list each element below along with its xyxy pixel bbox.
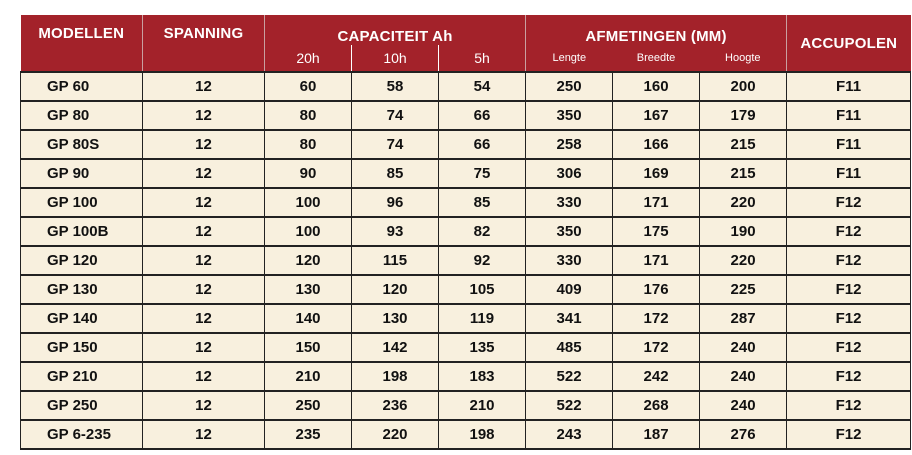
cell-lengte: 409: [526, 275, 613, 304]
cell-capacity-20h: 80: [265, 130, 352, 159]
table-row: [21, 420, 911, 449]
battery-spec-table: [20, 15, 911, 450]
cell-breedte: 175: [613, 217, 700, 246]
cell-capacity-5h: 183: [439, 362, 526, 391]
cell-accupolen: F12: [787, 362, 911, 391]
header-lengte: Lengte: [526, 45, 613, 72]
table-row: [21, 333, 911, 362]
table-row: [21, 362, 911, 391]
cell-hoogte: 240: [700, 391, 787, 420]
cell-hoogte: 200: [700, 72, 787, 101]
cell-capacity-20h: 150: [265, 333, 352, 362]
cell-breedte: 171: [613, 246, 700, 275]
header-afmetingen: AFMETINGEN (MM): [526, 15, 787, 45]
cell-capacity-5h: 105: [439, 275, 526, 304]
cell-hoogte: 179: [700, 101, 787, 130]
cell-spanning: 12: [143, 333, 265, 362]
cell-lengte: 250: [526, 72, 613, 101]
cell-model: GP 80: [21, 101, 143, 130]
cell-breedte: 169: [613, 159, 700, 188]
header-accupolen: ACCUPOLEN: [787, 15, 911, 72]
header-modellen: MODELLEN: [21, 15, 143, 72]
cell-model: GP 150: [21, 333, 143, 362]
cell-capacity-10h: 130: [352, 304, 439, 333]
table-row: [21, 246, 911, 275]
cell-capacity-10h: 74: [352, 101, 439, 130]
cell-accupolen: F12: [787, 420, 911, 449]
cell-capacity-10h: 115: [352, 246, 439, 275]
cell-breedte: 172: [613, 304, 700, 333]
cell-model: GP 90: [21, 159, 143, 188]
cell-lengte: 330: [526, 246, 613, 275]
cell-capacity-5h: 54: [439, 72, 526, 101]
cell-capacity-10h: 74: [352, 130, 439, 159]
cell-hoogte: 225: [700, 275, 787, 304]
cell-capacity-10h: 96: [352, 188, 439, 217]
cell-model: GP 100: [21, 188, 143, 217]
cell-breedte: 268: [613, 391, 700, 420]
cell-capacity-20h: 250: [265, 391, 352, 420]
cell-model: GP 250: [21, 391, 143, 420]
cell-capacity-5h: 92: [439, 246, 526, 275]
cell-lengte: 350: [526, 101, 613, 130]
cell-capacity-20h: 120: [265, 246, 352, 275]
cell-lengte: 258: [526, 130, 613, 159]
cell-capacity-20h: 100: [265, 217, 352, 246]
cell-breedte: 160: [613, 72, 700, 101]
cell-accupolen: F12: [787, 188, 911, 217]
cell-accupolen: F12: [787, 275, 911, 304]
header-spanning: SPANNING: [143, 15, 265, 72]
cell-capacity-5h: 119: [439, 304, 526, 333]
cell-breedte: 172: [613, 333, 700, 362]
cell-capacity-20h: 90: [265, 159, 352, 188]
cell-accupolen: F11: [787, 72, 911, 101]
cell-hoogte: 240: [700, 333, 787, 362]
cell-accupolen: F12: [787, 333, 911, 362]
cell-capacity-20h: 100: [265, 188, 352, 217]
cell-lengte: 330: [526, 188, 613, 217]
cell-accupolen: F12: [787, 217, 911, 246]
cell-spanning: 12: [143, 275, 265, 304]
cell-breedte: 242: [613, 362, 700, 391]
header-capacity-5h: 5h: [439, 45, 526, 72]
table-body: [21, 72, 911, 449]
battery-spec-table-frame: [20, 15, 898, 443]
table-row: [21, 217, 911, 246]
cell-capacity-10h: 220: [352, 420, 439, 449]
cell-capacity-10h: 120: [352, 275, 439, 304]
cell-hoogte: 220: [700, 246, 787, 275]
cell-capacity-10h: 236: [352, 391, 439, 420]
cell-breedte: 176: [613, 275, 700, 304]
cell-hoogte: 240: [700, 362, 787, 391]
cell-hoogte: 220: [700, 188, 787, 217]
cell-capacity-10h: 198: [352, 362, 439, 391]
cell-model: GP 100B: [21, 217, 143, 246]
cell-spanning: 12: [143, 420, 265, 449]
cell-capacity-20h: 80: [265, 101, 352, 130]
cell-spanning: 12: [143, 217, 265, 246]
cell-hoogte: 287: [700, 304, 787, 333]
cell-lengte: 350: [526, 217, 613, 246]
cell-capacity-5h: 75: [439, 159, 526, 188]
cell-capacity-5h: 198: [439, 420, 526, 449]
cell-hoogte: 215: [700, 159, 787, 188]
cell-accupolen: F12: [787, 391, 911, 420]
cell-accupolen: F12: [787, 246, 911, 275]
cell-lengte: 522: [526, 362, 613, 391]
cell-model: GP 210: [21, 362, 143, 391]
cell-model: GP 60: [21, 72, 143, 101]
cell-breedte: 166: [613, 130, 700, 159]
cell-spanning: 12: [143, 362, 265, 391]
cell-capacity-10h: 93: [352, 217, 439, 246]
cell-capacity-10h: 58: [352, 72, 439, 101]
cell-spanning: 12: [143, 72, 265, 101]
cell-capacity-5h: 66: [439, 130, 526, 159]
cell-spanning: 12: [143, 101, 265, 130]
table-row: [21, 188, 911, 217]
table-row: [21, 391, 911, 420]
cell-lengte: 485: [526, 333, 613, 362]
cell-spanning: 12: [143, 159, 265, 188]
table-row: [21, 101, 911, 130]
cell-accupolen: F12: [787, 304, 911, 333]
cell-model: GP 80S: [21, 130, 143, 159]
cell-capacity-10h: 142: [352, 333, 439, 362]
cell-capacity-20h: 60: [265, 72, 352, 101]
cell-breedte: 167: [613, 101, 700, 130]
cell-capacity-20h: 140: [265, 304, 352, 333]
cell-hoogte: 215: [700, 130, 787, 159]
cell-capacity-5h: 82: [439, 217, 526, 246]
cell-lengte: 522: [526, 391, 613, 420]
cell-model: GP 120: [21, 246, 143, 275]
cell-model: GP 130: [21, 275, 143, 304]
header-capaciteit: CAPACITEIT Ah: [265, 15, 526, 45]
cell-capacity-20h: 235: [265, 420, 352, 449]
cell-capacity-5h: 210: [439, 391, 526, 420]
cell-capacity-5h: 135: [439, 333, 526, 362]
table-row: [21, 304, 911, 333]
cell-spanning: 12: [143, 391, 265, 420]
cell-spanning: 12: [143, 188, 265, 217]
cell-capacity-5h: 66: [439, 101, 526, 130]
table-row: [21, 130, 911, 159]
header-breedte: Breedte: [613, 45, 700, 72]
cell-capacity-5h: 85: [439, 188, 526, 217]
cell-lengte: 243: [526, 420, 613, 449]
header-capacity-10h: 10h: [352, 45, 439, 72]
cell-spanning: 12: [143, 246, 265, 275]
cell-spanning: 12: [143, 130, 265, 159]
cell-capacity-10h: 85: [352, 159, 439, 188]
cell-accupolen: F11: [787, 159, 911, 188]
cell-hoogte: 190: [700, 217, 787, 246]
cell-capacity-20h: 210: [265, 362, 352, 391]
cell-lengte: 341: [526, 304, 613, 333]
cell-breedte: 171: [613, 188, 700, 217]
cell-hoogte: 276: [700, 420, 787, 449]
cell-lengte: 306: [526, 159, 613, 188]
cell-breedte: 187: [613, 420, 700, 449]
table-row: [21, 72, 911, 101]
cell-accupolen: F11: [787, 130, 911, 159]
table-row: [21, 275, 911, 304]
cell-spanning: 12: [143, 304, 265, 333]
header-hoogte: Hoogte: [700, 45, 787, 72]
cell-accupolen: F11: [787, 101, 911, 130]
cell-model: GP 140: [21, 304, 143, 333]
cell-capacity-20h: 130: [265, 275, 352, 304]
cell-model: GP 6-235: [21, 420, 143, 449]
table-row: [21, 159, 911, 188]
header-capacity-20h: 20h: [265, 45, 352, 72]
